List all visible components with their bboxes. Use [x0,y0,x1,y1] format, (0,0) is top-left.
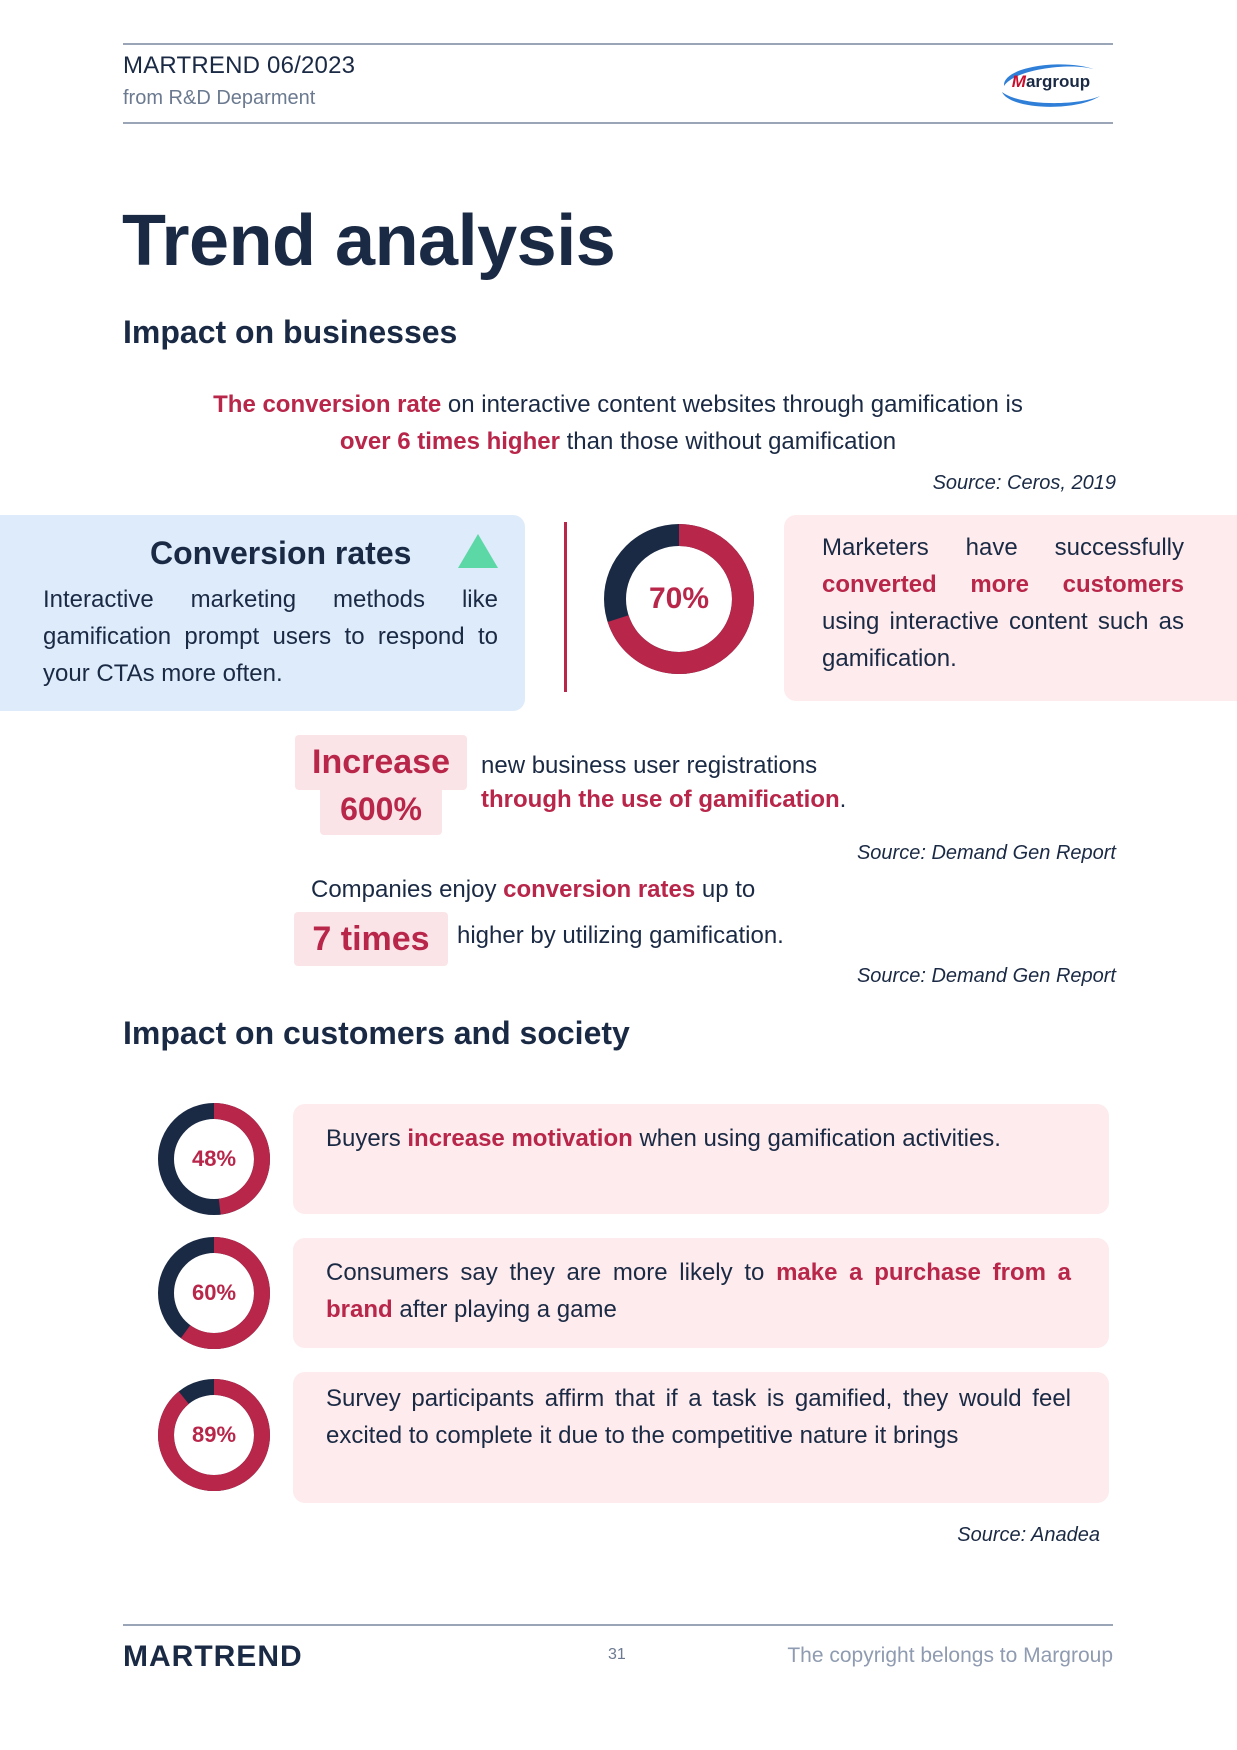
donut-70 [603,523,755,675]
donut-89 [157,1378,271,1492]
conversion-rates-body: Interactive marketing methods like gamification prompt users to respond to your CTAs more often. [43,586,498,687]
companies-text-2: higher by utilizing gamification. [457,922,784,949]
increase-text-1: new business user registrations [481,752,818,779]
source-demand-gen-1: Source: Demand Gen Report [856,842,1116,864]
donut-60 [157,1236,271,1350]
page-number: 31 [608,1646,626,1663]
marketers-highlight: converted more customers [822,571,1184,598]
report-subtitle: from R&D Deparment [123,87,316,109]
section-heading-customers: Impact on customers and society [123,1015,630,1051]
donut-48-label: 48% [191,1146,237,1171]
header-top-rule [123,43,1113,45]
stat-card-motivation [293,1104,1109,1214]
increase-highlight: through the use of gamification [481,786,840,813]
lead-highlight-1: The conversion rate [213,391,442,418]
lead-highlight-2: over 6 times higher [339,428,560,455]
companies-highlight: conversion rates [503,876,696,903]
7-times-badge: 7 times [294,912,448,966]
stat-text-motivation: Buyers increase motivation when using gamification activities. [326,1125,1001,1152]
donut-70-label: 70% [648,582,710,615]
conversion-rates-card [0,515,525,711]
vertical-divider [564,522,567,692]
source-anadea: Source: Anadea [957,1524,1100,1546]
stat-text-excited: Survey participants affirm that if a task is gamified, they would feel excited to complete it due to the competitive nature it brings [326,1385,1071,1449]
companies-text: Companies enjoy conversion rates up to [311,876,756,903]
increase-text-2: through the use of gamification. [481,786,847,813]
donut-89-label: 89% [191,1422,237,1447]
marketers-text: Marketers have successfully converted more customers using interactive content such as gamification. [822,534,1184,672]
source-demand-gen-2: Source: Demand Gen Report [856,965,1116,987]
logo-wordmark: argroup [1025,72,1091,91]
source-ceros: Source: Ceros, 2019 [932,472,1116,494]
lead-text-1: on interactive content websites through gamification is [441,391,1023,418]
600-percent-badge: 600% [320,785,442,835]
report-title: MARTREND 06/2023 [123,52,356,79]
conversion-lead-text [123,386,1113,460]
margroup-logo [996,56,1106,114]
footer-brand: MARTREND [123,1640,303,1673]
footer-rule [123,1624,1113,1626]
logo-mark: M [1011,72,1026,91]
donut-60-label: 60% [191,1280,237,1305]
marketers-card [784,515,1237,701]
conversion-rates-heading: Conversion rates [150,535,412,571]
increase-badge: Increase [295,735,467,790]
stat-card-excited [293,1372,1109,1503]
header-bottom-rule [123,122,1113,124]
stat-text-purchase: Consumers say they are more likely to make a purchase from a brand after playing a game [326,1259,1071,1323]
section-heading-businesses: Impact on businesses [123,314,458,350]
page-title: Trend analysis [122,201,616,281]
up-triangle-icon [458,534,498,568]
donut-48 [157,1102,271,1216]
footer-copyright: The copyright belongs to Margroup [787,1644,1113,1667]
stat-card-purchase [293,1238,1109,1348]
lead-text-2: than those without gamification [559,428,897,455]
